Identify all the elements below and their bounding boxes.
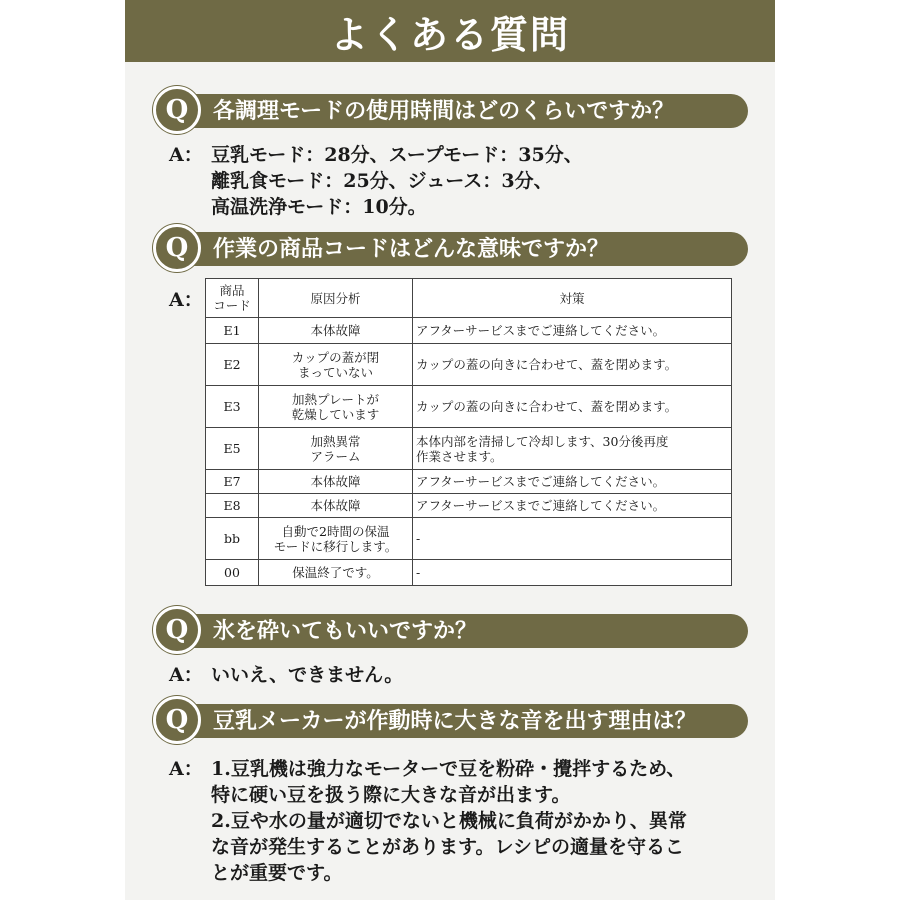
faq-sheet bbox=[125, 0, 775, 900]
question-bar-3 bbox=[153, 606, 748, 654]
table-row bbox=[206, 518, 732, 560]
col-header-cause: 原因分析 bbox=[259, 279, 413, 318]
question-bar-4 bbox=[153, 696, 748, 744]
cell-code: E7 bbox=[206, 470, 259, 494]
answer-line: とが重要です。 bbox=[211, 862, 343, 884]
cell-cause: 本体故障 bbox=[259, 470, 413, 494]
answer-prefix: A： bbox=[169, 758, 203, 780]
table-row bbox=[206, 428, 732, 470]
answer-line: 1.豆乳機は強力なモーターで豆を粉砕・攪拌するため、 bbox=[211, 758, 686, 780]
cell-solution: カップの蓋の向きに合わせて、蓋を閉めます。 bbox=[413, 344, 732, 386]
col-header-solution: 対策 bbox=[413, 279, 732, 318]
answer-line: 離乳食モード：25分、ジュース：3分、 bbox=[211, 170, 553, 192]
answer-line: 豆乳モード：28分、スープモード：35分、 bbox=[211, 144, 583, 166]
cell-solution: カップの蓋の向きに合わせて、蓋を閉めます。 bbox=[413, 386, 732, 428]
question-text-4: 豆乳メーカーが作動時に大きな音を出す理由は？ bbox=[213, 708, 697, 734]
answer-line: いいえ、できません。 bbox=[211, 664, 404, 686]
cell-code: 00 bbox=[206, 560, 259, 586]
cell-solution: - bbox=[413, 560, 732, 586]
table-row bbox=[206, 470, 732, 494]
q-badge-icon: Q bbox=[153, 86, 201, 134]
cell-solution: - bbox=[413, 518, 732, 560]
cell-code: E2 bbox=[206, 344, 259, 386]
cell-solution: アフターサービスまでご連絡してください。 bbox=[413, 318, 732, 344]
question-bar-1 bbox=[153, 86, 748, 134]
cell-cause: 自動で2時間の保温 モードに移行します。 bbox=[259, 518, 413, 560]
q-badge-icon: Q bbox=[153, 606, 201, 654]
cell-code: E8 bbox=[206, 494, 259, 518]
answer-line: な音が発生することがあります。レシピの適量を守るこ bbox=[211, 836, 685, 858]
question-bar-2 bbox=[153, 224, 748, 272]
question-text-2: 作業の商品コードはどんな意味ですか？ bbox=[213, 236, 610, 262]
answer-line: 高温洗浄モード：10分。 bbox=[211, 196, 427, 218]
answer-prefix: A： bbox=[169, 289, 203, 311]
q-badge-icon: Q bbox=[153, 224, 201, 272]
table-row bbox=[206, 344, 732, 386]
cell-solution: アフターサービスまでご連絡してください。 bbox=[413, 470, 732, 494]
col-header-code: 商品 コード bbox=[206, 279, 259, 318]
question-text-1: 各調理モードの使用時間はどのくらいですか？ bbox=[213, 98, 675, 124]
cell-cause: 保温終了です。 bbox=[259, 560, 413, 586]
table-row bbox=[206, 318, 732, 344]
cell-solution: アフターサービスまでご連絡してください。 bbox=[413, 494, 732, 518]
table-row bbox=[206, 560, 732, 586]
cell-code: bb bbox=[206, 518, 259, 560]
title-banner bbox=[125, 0, 775, 62]
answer-line: 特に硬い豆を扱う際に大きな音が出ます。 bbox=[211, 784, 571, 806]
cell-solution: 本体内部を清掃して冷却します、30分後再度 作業させます。 bbox=[413, 428, 732, 470]
page-title: よくある質問 bbox=[329, 11, 570, 57]
error-code-table bbox=[205, 278, 732, 586]
cell-cause: 本体故障 bbox=[259, 494, 413, 518]
table-row bbox=[206, 386, 732, 428]
cell-cause: 加熱プレートが 乾燥しています bbox=[259, 386, 413, 428]
answer-line: 2.豆や水の量が適切でないと機械に負荷がかかり、異常 bbox=[211, 810, 687, 832]
cell-cause: 加熱異常 アラーム bbox=[259, 428, 413, 470]
q-badge-icon: Q bbox=[153, 696, 201, 744]
cell-code: E1 bbox=[206, 318, 259, 344]
table-header-row bbox=[206, 279, 732, 318]
answer-prefix: A： bbox=[169, 144, 203, 166]
answer-prefix: A： bbox=[169, 664, 203, 686]
cell-code: E5 bbox=[206, 428, 259, 470]
cell-cause: 本体故障 bbox=[259, 318, 413, 344]
table-row bbox=[206, 494, 732, 518]
question-text-3: 氷を砕いてもいいですか？ bbox=[213, 618, 478, 644]
cell-cause: カップの蓋が閉 まっていない bbox=[259, 344, 413, 386]
cell-code: E3 bbox=[206, 386, 259, 428]
